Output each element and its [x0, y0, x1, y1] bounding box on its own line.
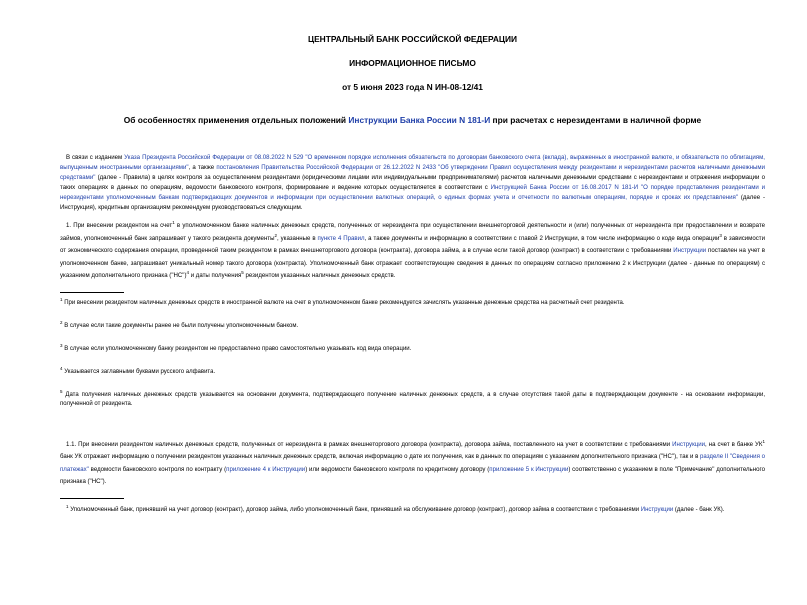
- government-resolution-link[interactable]: постановления Правительства Российской Федерации от 26.12.2022 N 2433 "Об утверждении Правил осуществления между резидентами и нерезидентами расчетов наличными денежными средствами": [60, 164, 766, 181]
- rules-point-4-link[interactable]: пункте 4 Правил: [317, 234, 365, 242]
- title-instruction-link[interactable]: Инструкции Банка России N 181-И: [348, 115, 491, 125]
- footnote-text: В случае если такие документы ранее не были получены уполномоченным банком.: [64, 322, 299, 329]
- instruction-181-link[interactable]: Инструкцией Банка России от 16.08.2017 N 181-И "О порядке представления резидентами и нерезидентами уполномоченным банкам подтверждающих документов и информации при осуществлении валютных операций, о единых формах учета и отчетности по валютным операциям, порядке и сроках их представления": [60, 184, 765, 201]
- footnote-2: [60, 319, 765, 331]
- footnote-divider: [60, 292, 124, 293]
- footnote-ref[interactable]: 2: [274, 232, 277, 238]
- paragraph-1-1: [60, 439, 765, 489]
- footnote-ref[interactable]: 1: [762, 438, 765, 444]
- paragraph-text: ) соответственно с указанием в поле "Примечание" дополнительного признака ("НС").: [60, 465, 765, 485]
- issuer-heading: ЦЕНТРАЛЬНЫЙ БАНК РОССИЙСКОЙ ФЕДЕРАЦИИ: [307, 34, 518, 44]
- footnote-3: [60, 342, 765, 354]
- paragraph-text: 1.1. При внесении резидентом наличных денежных средств, полученных от нерезидента в рамках внешнеторгового договора (контракта), договора займа, поставленного на учет в соответствии с требованиями: [66, 440, 673, 448]
- decree-link[interactable]: Указа Президента Российской Федерации от 08.08.2022 N 529 "О временном порядке исполнения обязательств по договорам банковского счета (вклада), выраженных в иностранной валюте, и обязательств по облигациям, выпущенным иностранными организациями": [60, 154, 765, 171]
- footnote-number: 4: [60, 365, 63, 371]
- spacer: [60, 409, 765, 439]
- paragraph-text: банк УК отражает информацию о получении резидентом указанных наличных денежных средств, включая информацию о дате их получения, как в данных по операциям с указанием дополнительного признака ("НС"), так и в: [60, 453, 701, 460]
- footnote-number: 3: [60, 342, 63, 348]
- paragraph-text: 1. При внесении резидентом на счет: [66, 222, 173, 229]
- intro-text: В связи с изданием: [66, 154, 125, 161]
- footnote-bank-uk: [60, 505, 765, 515]
- appendix-4-link[interactable]: приложение 4 к Инструкции: [226, 465, 306, 473]
- paragraph-1: [60, 220, 765, 283]
- paragraph-text: поставлен на учет в уполномоченном банке, запрашивает уникальный номер такого договора (контракта). Уполномоченный банк отражает соответствующие сведения в данных по операциям согласно приложению 2 к Инструкции (далее - данные по операциям) с указанием дополнительного признака ("НС"): [60, 247, 766, 279]
- footnote-4: [60, 365, 765, 377]
- paragraph-text: , указанные в: [277, 234, 318, 242]
- instruction-link[interactable]: Инструкции: [672, 440, 706, 448]
- footnote-ref[interactable]: 3: [719, 232, 722, 238]
- footnote-text: В случае если уполномоченному банку резидентом не предоставлено право самостоятельно указывать код вида операции.: [64, 345, 412, 352]
- document-page: [0, 34, 807, 605]
- footnote-number: 1: [66, 503, 69, 509]
- section-ii-link[interactable]: разделе II "Сведения о платежах": [60, 453, 765, 473]
- footnote-number: 1: [60, 296, 63, 302]
- footnote-ref[interactable]: 4: [186, 269, 190, 275]
- footnote-ref[interactable]: 5: [241, 269, 244, 275]
- footnote-text: Указывается заглавными буквами русского алфавита.: [64, 368, 216, 375]
- footnote-ref[interactable]: 1: [172, 219, 175, 225]
- paragraph-text: и даты получения: [189, 272, 242, 279]
- paragraph-text: в зависимости от экономического содержания операции, проведенной таким резидентом в рамках внешнеторгового договора (контракта), договора займа, а в случае если такой договор (контракт) в соответствии с требованиями: [60, 234, 765, 254]
- footnote-divider: [60, 498, 124, 499]
- footnote-number: 5: [60, 388, 63, 394]
- instruction-link[interactable]: Инструкции: [640, 506, 674, 513]
- footnote-1: [60, 296, 765, 308]
- document-date-number: от 5 июня 2023 года N ИН-08-12/41: [342, 82, 483, 92]
- instruction-link[interactable]: Инструкции: [673, 247, 707, 254]
- title-prefix: Об особенностях применения отдельных положений: [123, 115, 349, 125]
- footnote-5: [60, 388, 765, 409]
- paragraph-text: ведомости банковского контроля по контракту (: [88, 465, 227, 473]
- paragraph-text: ) или ведомости банковского контроля по кредитному договору (: [305, 465, 490, 473]
- intro-text: (далее - Правила) в целях контроля за осуществлением резидентами (юридическими лицами или индивидуальными предпринимателями) расчетов наличными денежными средствами с нерезидентами и отражения информации о таких операциях в данных по операциям, ведомости банковского контроля, формирование и ведение которых осуществляется в соответствии с: [60, 174, 765, 191]
- intro-text: (далее - Инструкция), кредитным организациям рекомендуем руководствоваться следующим.: [60, 194, 766, 211]
- intro-paragraph: [60, 153, 765, 213]
- footnote-text: При внесении резидентом наличных денежных средств в иностранной валюте на счет в уполномоченном банке рекомендуется зачислять указанные денежные средства на расчетный счет резидента.: [64, 299, 625, 306]
- footnote-text: Уполномоченный банк, принявший на учет договор (контракт), договор займа, либо уполномоченный банк, принявший на обслуживание договор (контракт), договор займа в соответствии с требованиями: [70, 506, 641, 513]
- intro-text: , а также: [188, 164, 217, 171]
- paragraph-text: в уполномоченном банке наличных денежных средств, полученных от нерезидента при осуществлении внешнеторговой деятельности и (или) полученных от нерезидента при предоставлении и возврате займов, уполномоченный банк запрашивает у такого резидента документы: [60, 222, 765, 242]
- footnote-text: Дата получения наличных денежных средств указывается на основании документа, подтверждающего получение наличных денежных средств, а в случае отсутствия такой даты в подтверждающем документе - на основании информации, полученной от резидента.: [60, 391, 765, 407]
- paragraph-text: , на счет в банке УК: [705, 440, 763, 448]
- document-type-heading: ИНФОРМАЦИОННОЕ ПИСЬМО: [349, 58, 476, 68]
- appendix-5-link[interactable]: приложение 5 к Инструкции: [489, 465, 569, 473]
- footnote-number: 2: [60, 319, 63, 325]
- title-suffix: при расчетах с нерезидентами в наличной форме: [490, 115, 702, 125]
- paragraph-text: резидентом указанных наличных денежных средств.: [243, 272, 396, 279]
- paragraph-text: , а также документы и информацию в соответствии с главой 2 Инструкции, в том числе информацию о коде вида операции: [364, 234, 720, 242]
- document-title: [60, 115, 765, 125]
- footnote-text: (далее - банк УК).: [673, 506, 725, 513]
